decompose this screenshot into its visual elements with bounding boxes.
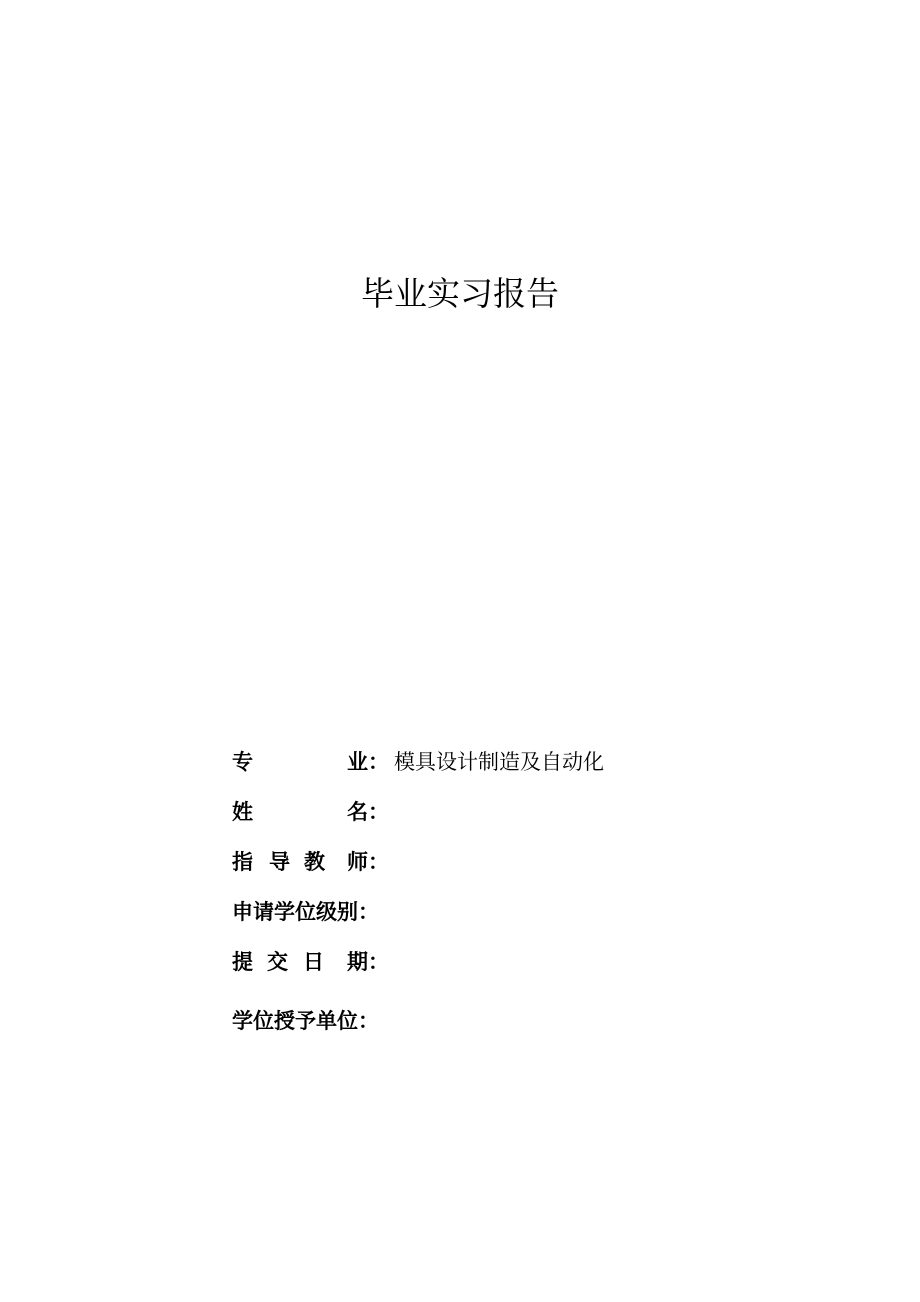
field-advisor-label <box>232 845 389 879</box>
label-char: 专 <box>232 750 253 774</box>
label-text: 学位授予单位： <box>232 1009 379 1033</box>
label-char: 期： <box>347 950 389 974</box>
field-major-value: 模具设计制造及自动化 <box>394 750 604 774</box>
field-degree-unit-label <box>232 1004 382 1038</box>
label-text: 申请学位级别： <box>232 900 379 924</box>
field-major-label <box>232 745 389 779</box>
label-char: 业： <box>347 750 389 774</box>
label-char: 名： <box>347 800 389 824</box>
label-char: 交 <box>267 950 288 974</box>
label-char: 教 <box>304 850 325 874</box>
field-degree-level-label <box>232 895 382 929</box>
label-char: 导 <box>269 850 290 874</box>
label-char: 姓 <box>232 800 253 824</box>
label-char: 指 <box>232 850 253 874</box>
field-submit-date-label <box>232 945 389 979</box>
label-char: 提 <box>232 950 253 974</box>
label-char: 师： <box>347 850 389 874</box>
document-title: 毕业实习报告 <box>361 274 559 313</box>
field-name-label <box>232 795 389 829</box>
label-char: 日 <box>303 950 324 974</box>
